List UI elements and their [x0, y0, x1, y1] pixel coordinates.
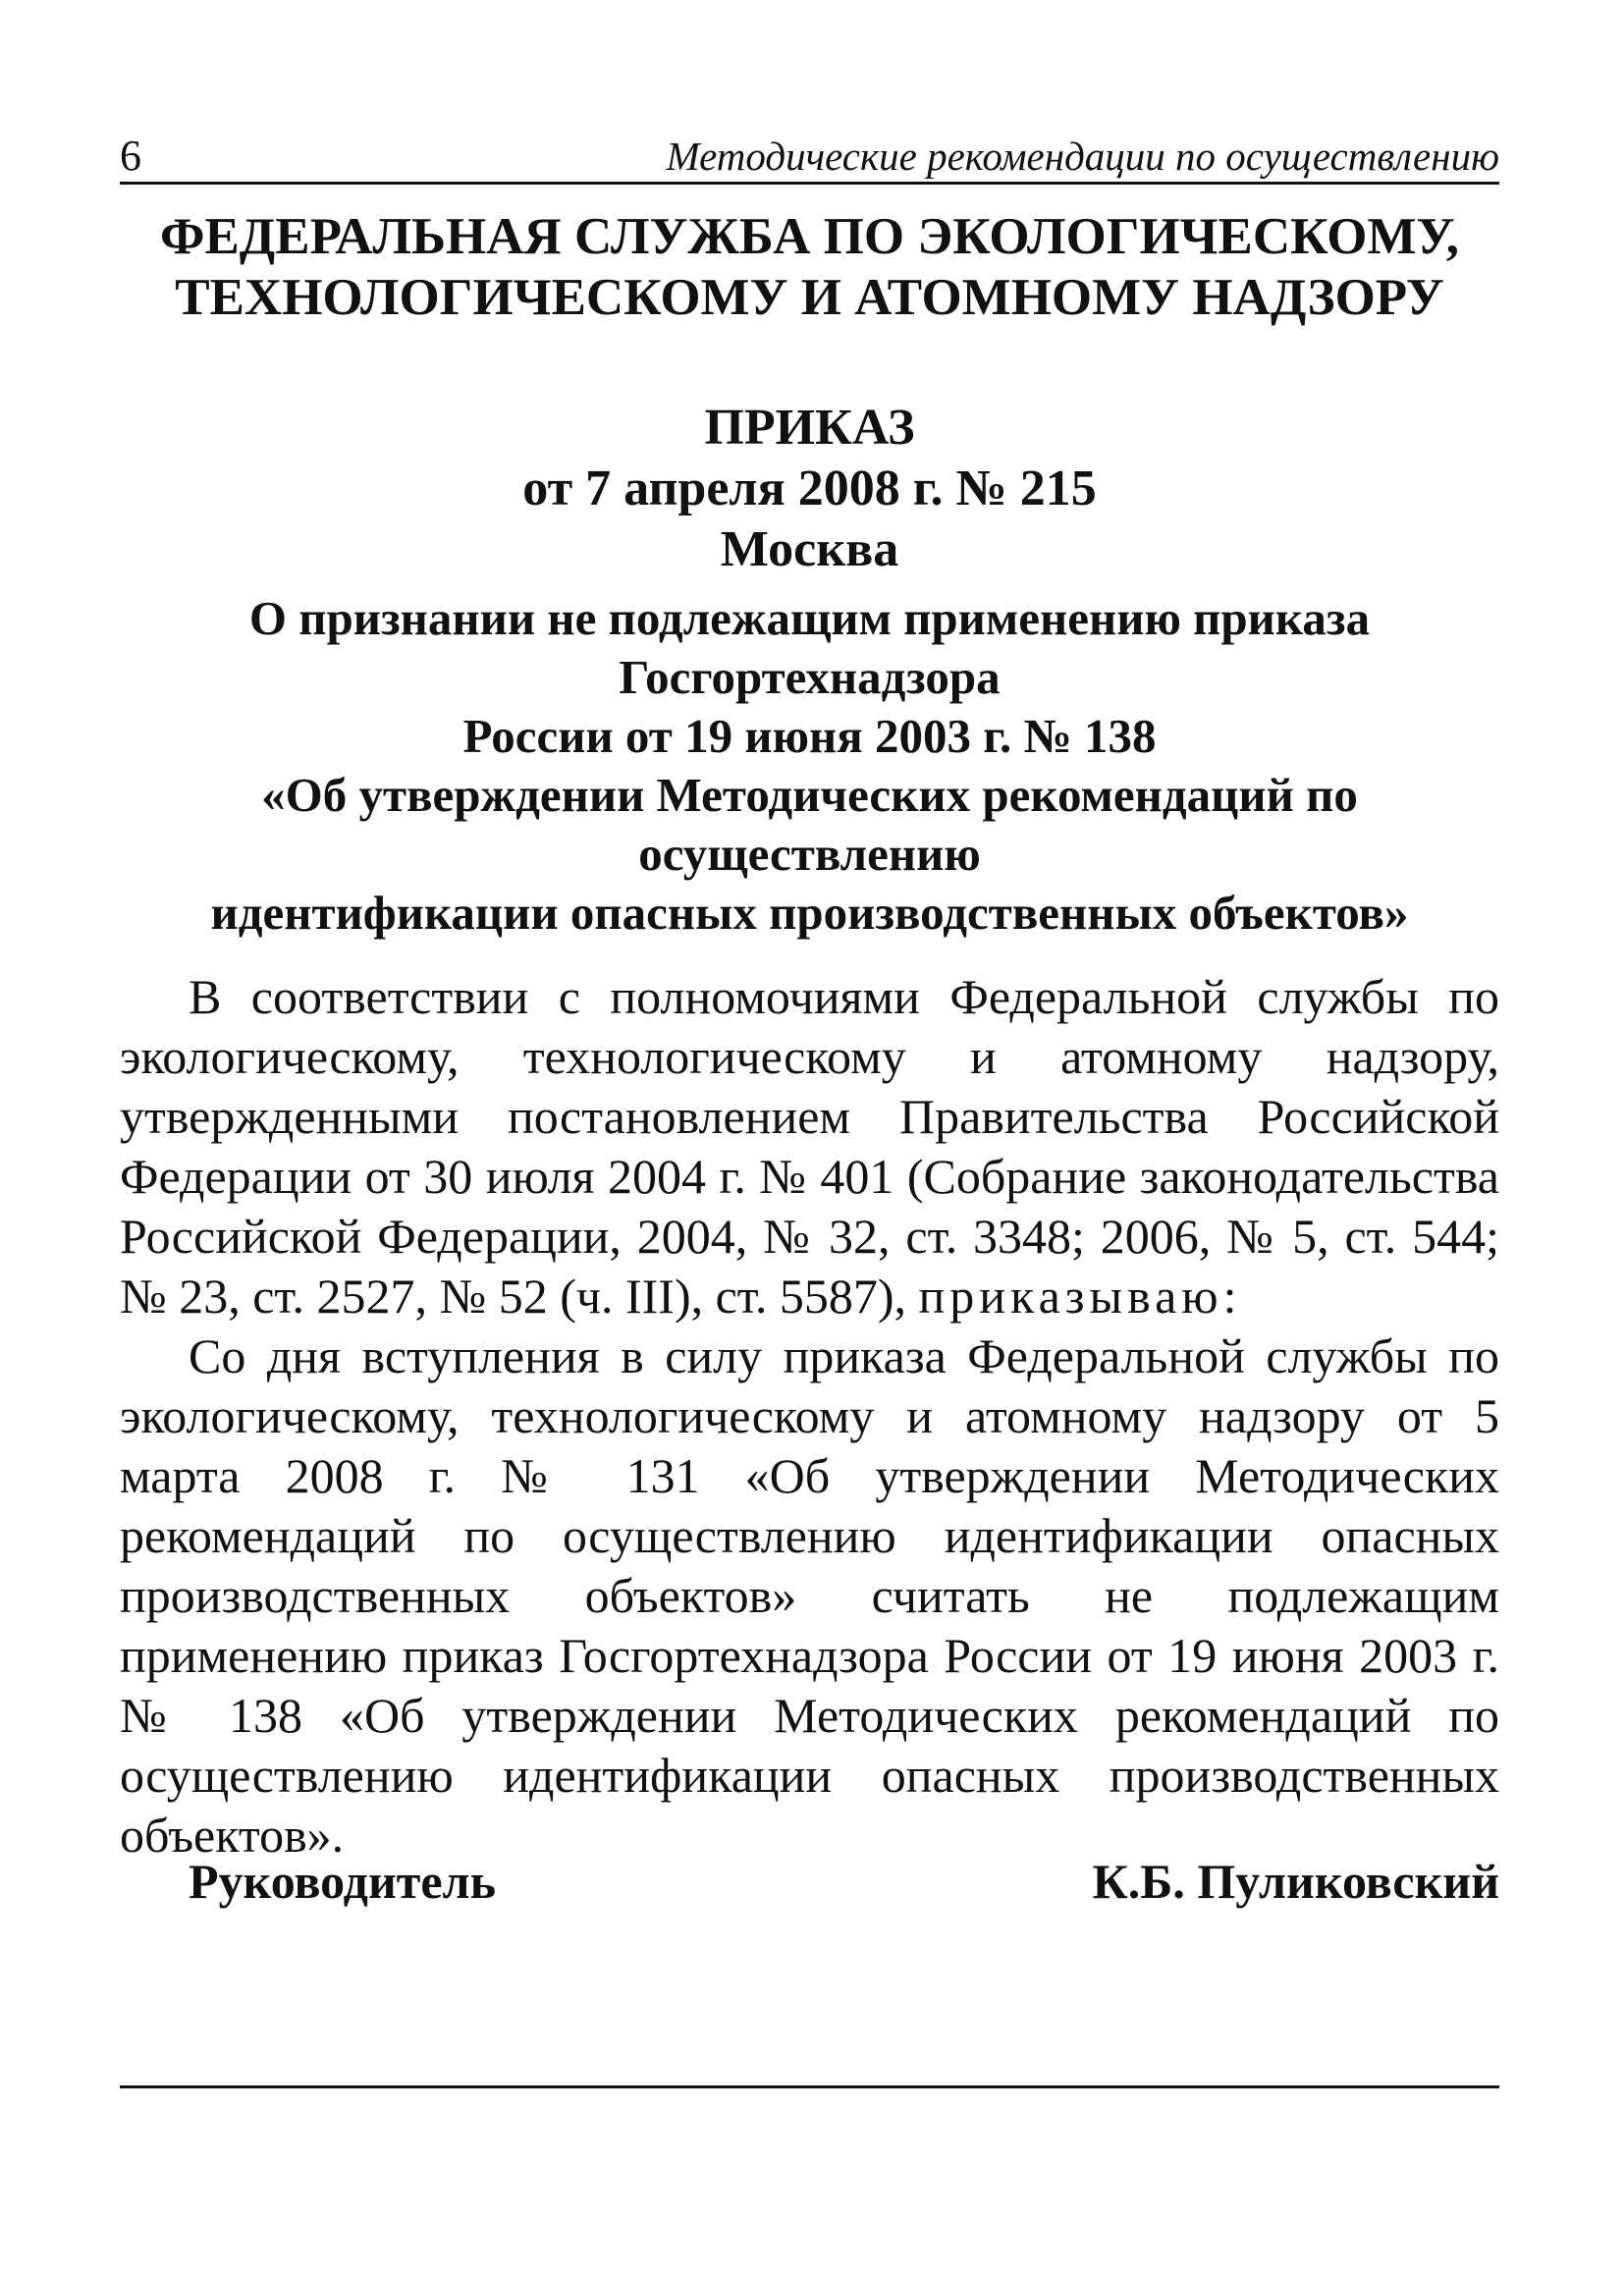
- body-paragraph: [120, 967, 1499, 1326]
- directive-word: приказываю:: [918, 1269, 1242, 1324]
- order-city: Москва: [720, 521, 899, 577]
- subject-line: идентификации опасных производственных объектов»: [210, 886, 1409, 940]
- signature-block: [189, 1851, 1499, 1920]
- agency-name-line: ФЕДЕРАЛЬНАЯ СЛУЖБА ПО ЭКОЛОГИЧЕСКОМУ,: [159, 208, 1460, 265]
- paragraph-text: Со дня вступления в силу приказа Федеральной службы по экологическому, технологическому и атомному надзору от 5 марта 2008 г. № 131 «Об утверждении Методических рекомендаций по осуществлению идентификации опасных производственных объектов» считать не подлежащим применению приказ Госгортехнадзора России от 19 июня 2003 г. № 138 «Об утверждении Методических рекомендаций по осуществлению идентификации опасных производственных объектов».: [120, 1328, 1499, 1863]
- order-date-number: от 7 апреля 2008 г. № 215: [522, 460, 1097, 516]
- footer-divider: [120, 2085, 1499, 2088]
- agency-name: [120, 206, 1499, 328]
- running-title: Методические рекомендации по осуществлению: [666, 134, 1499, 179]
- page-number: 6: [120, 132, 141, 180]
- signatory-name: К.Б. Пуликовский: [1092, 1854, 1499, 1909]
- subject-line: «Об утверждении Методических рекомендаций по осуществлению: [261, 768, 1358, 881]
- order-heading: [120, 398, 1499, 580]
- signatory-position: Руководитель: [189, 1854, 497, 1909]
- paragraph-text: В соответствии с полномочиями Федеральной службы по экологическому, технологическому и атомному надзору, утвержденными постановлением Правительства Российской Федерации от 30 июля 2004 г. № 401 (Собрание законодательства Российской Федерации, 2004, № 32, ст. 3348; 2006, № 5, ст. 544; № 23, ст. 2527, № 52 (ч. III), ст. 5587),: [120, 969, 1499, 1324]
- order-subject: [120, 589, 1499, 943]
- agency-name-line: ТЕХНОЛОГИЧЕСКОМУ И АТОМНОМУ НАДЗОРУ: [175, 269, 1444, 326]
- running-header: [120, 134, 1499, 185]
- subject-line: О признании не подлежащим применению приказа Госгортехнадзора: [248, 591, 1371, 704]
- order-body: [120, 967, 1499, 1866]
- body-paragraph: [120, 1326, 1499, 1866]
- subject-line: России от 19 июня 2003 г. № 138: [462, 709, 1157, 763]
- order-title: ПРИКАЗ: [704, 400, 915, 456]
